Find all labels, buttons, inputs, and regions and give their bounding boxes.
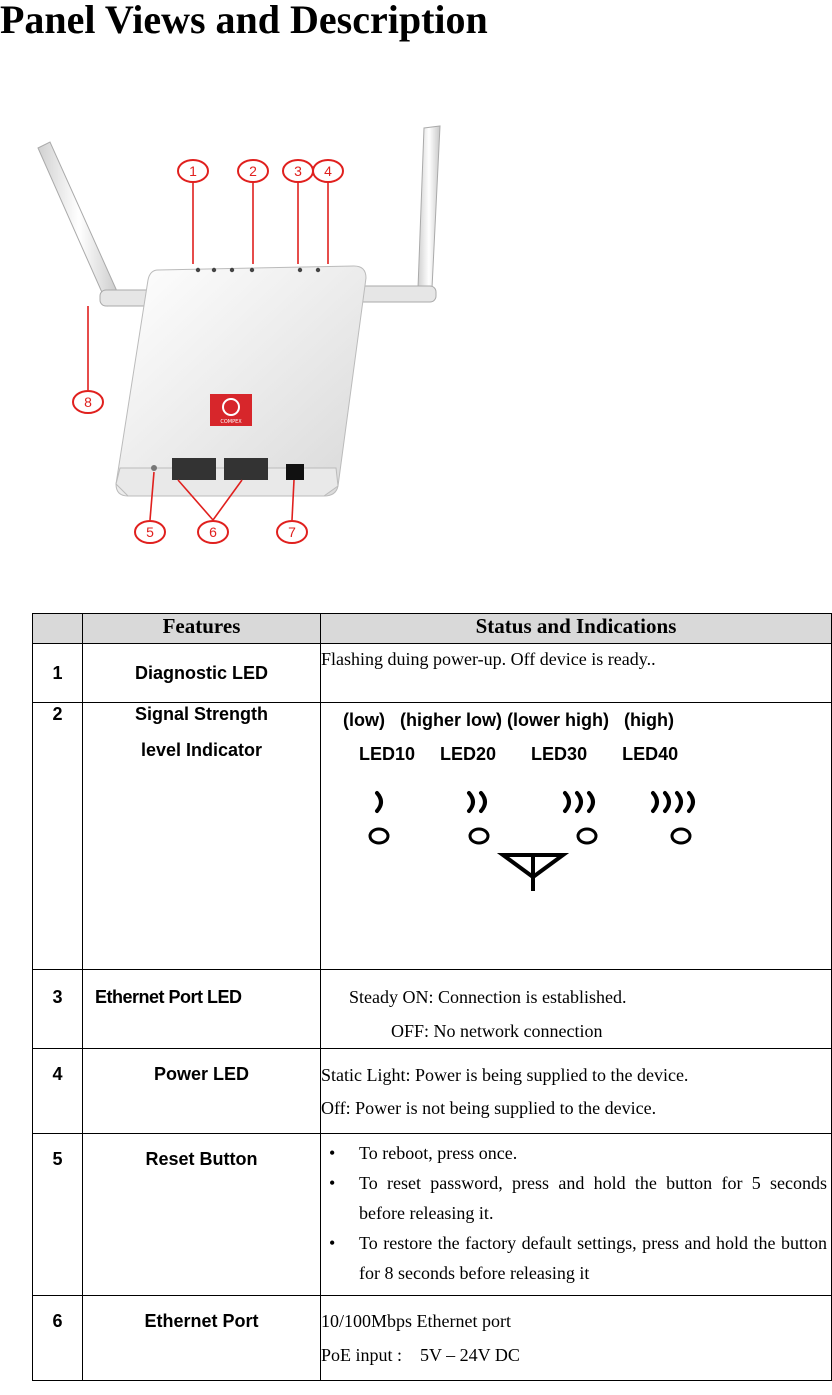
callout-2: 2 bbox=[249, 163, 257, 179]
led30-icon bbox=[578, 829, 596, 843]
ethernet-port-1 bbox=[172, 458, 216, 480]
row-feature: Reset Button bbox=[83, 1134, 321, 1296]
callout-1: 1 bbox=[189, 163, 197, 179]
row-feature: Diagnostic LED bbox=[83, 644, 321, 703]
wave-1-icon bbox=[377, 793, 381, 811]
row-num: 1 bbox=[33, 644, 83, 703]
row-feature: Power LED bbox=[83, 1049, 321, 1134]
table-row bbox=[33, 703, 832, 970]
row-feature: Ethernet Port bbox=[83, 1296, 321, 1381]
signal-strength-diagram bbox=[343, 781, 743, 911]
header-features: Features bbox=[83, 614, 321, 644]
header-num bbox=[33, 614, 83, 644]
callout-4: 4 bbox=[324, 163, 332, 179]
status-line: 10/100Mbps Ethernet port bbox=[321, 1311, 511, 1331]
table-row bbox=[33, 644, 832, 703]
left-antenna bbox=[38, 142, 160, 306]
row-num: 4 bbox=[33, 1049, 83, 1134]
status-line: OFF: No network connection bbox=[391, 1021, 603, 1041]
antenna-icon bbox=[503, 855, 563, 891]
table-row bbox=[33, 1134, 832, 1296]
status-line: PoE input : 5V – 24V DC bbox=[321, 1345, 520, 1365]
status-line: Off: Power is not being supplied to the device. bbox=[321, 1098, 657, 1118]
compex-logo bbox=[210, 394, 252, 426]
callout-5: 5 bbox=[146, 524, 154, 540]
list-item: • To reset password, press and hold the button for 5 seconds before releasing it. bbox=[325, 1168, 827, 1228]
svg-text:COMPEX: COMPEX bbox=[220, 419, 242, 425]
led40-icon bbox=[672, 829, 690, 843]
row-num: 6 bbox=[33, 1296, 83, 1381]
feature-line: Signal Strength bbox=[134, 704, 268, 724]
row-feature bbox=[83, 703, 321, 970]
callout-7: 7 bbox=[288, 524, 296, 540]
feature-table bbox=[32, 613, 832, 1381]
row-status bbox=[321, 644, 832, 703]
row-status bbox=[321, 970, 832, 1049]
row-feature: Ethernet Port LED bbox=[83, 970, 321, 1049]
row-status bbox=[321, 703, 832, 970]
status-line: Steady ON: Connection is established. bbox=[349, 987, 627, 1007]
row-status bbox=[321, 1049, 832, 1134]
list-item: • To reboot, press once. bbox=[325, 1138, 827, 1168]
led-level-labels: (low) (higher low) (lower high) (high) bbox=[343, 710, 674, 730]
table-header-row bbox=[33, 614, 832, 644]
reset-instructions bbox=[325, 1138, 827, 1288]
row-num: 3 bbox=[33, 970, 83, 1049]
table-row bbox=[33, 970, 832, 1049]
reset-hole bbox=[151, 465, 157, 471]
status-line: Static Light: Power is being supplied to the device. bbox=[321, 1065, 689, 1085]
table-row bbox=[33, 1296, 832, 1381]
row-num: 5 bbox=[33, 1134, 83, 1296]
feature-line: level Indicator bbox=[140, 740, 263, 760]
header-status: Status and Indications bbox=[321, 614, 832, 644]
callout-3: 3 bbox=[294, 163, 302, 179]
callout-8: 8 bbox=[84, 394, 92, 410]
list-item: • To restore the factory default settings, press and hold the button for 8 seconds before releasing it bbox=[325, 1228, 827, 1288]
callout-6: 6 bbox=[209, 524, 217, 540]
page-title: Panel Views and Description bbox=[0, 0, 488, 42]
led20-icon bbox=[470, 829, 488, 843]
power-jack bbox=[286, 464, 304, 480]
wave-2-icon bbox=[469, 793, 485, 811]
wave-3-icon bbox=[565, 793, 593, 811]
status-line: Flashing duing power-up. Off device is ready.. bbox=[321, 649, 656, 669]
row-status bbox=[321, 1134, 832, 1296]
row-status bbox=[321, 1296, 832, 1381]
led-names: LED10 LED20 LED30 LED40 bbox=[359, 744, 679, 764]
table-row bbox=[33, 1049, 832, 1134]
led10-icon bbox=[370, 829, 388, 843]
wave-4-icon bbox=[653, 793, 693, 811]
device-panel-figure bbox=[28, 118, 468, 558]
row-num: 2 bbox=[33, 703, 83, 970]
ethernet-port-2 bbox=[224, 458, 268, 480]
